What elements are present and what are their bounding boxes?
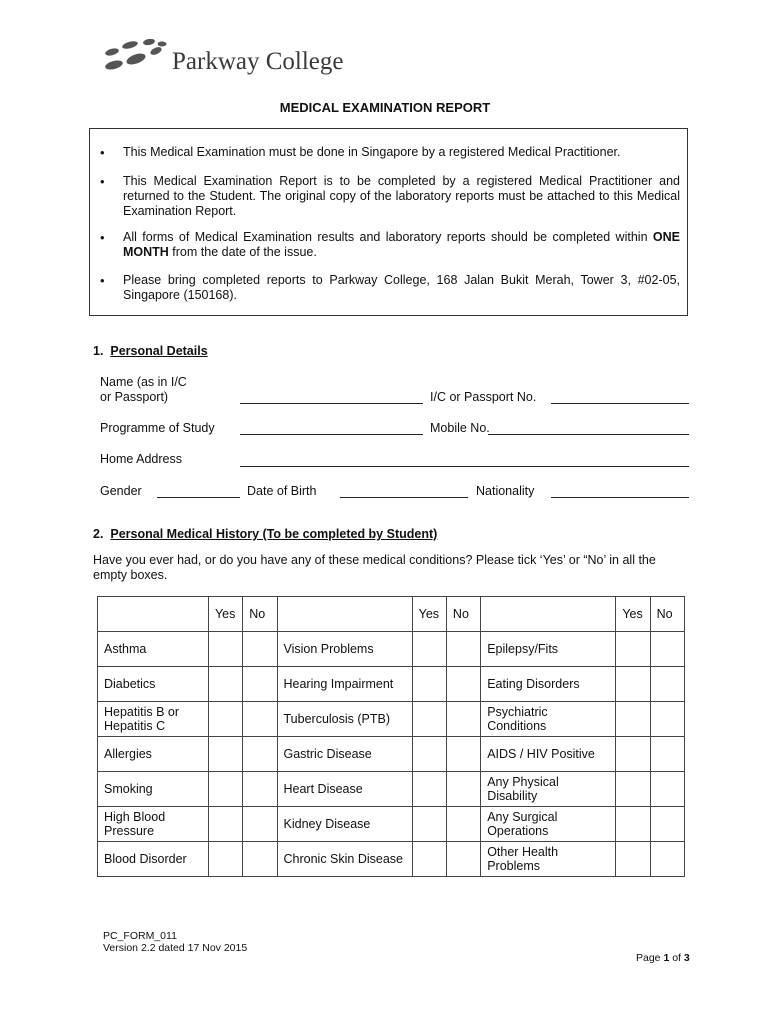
- no-checkbox[interactable]: [650, 632, 684, 667]
- name-field[interactable]: [240, 403, 423, 404]
- bullet-icon: •: [100, 174, 105, 189]
- no-checkbox[interactable]: [650, 807, 684, 842]
- address-label: Home Address: [100, 452, 182, 466]
- yes-checkbox[interactable]: [208, 667, 242, 702]
- header-condition: [481, 597, 616, 632]
- yes-checkbox[interactable]: [208, 737, 242, 772]
- header-no: No: [243, 597, 277, 632]
- bullet-icon: •: [100, 230, 105, 245]
- header-yes: Yes: [208, 597, 242, 632]
- instruction-3: All forms of Medical Examination results and laboratory reports should be completed within ONE MONTH from the date of the issue.: [123, 230, 680, 259]
- yes-checkbox[interactable]: [616, 772, 650, 807]
- yes-checkbox[interactable]: [412, 702, 446, 737]
- bullet-icon: •: [100, 145, 105, 160]
- no-checkbox[interactable]: [650, 667, 684, 702]
- condition-cell: Other Health Problems: [481, 842, 616, 877]
- yes-checkbox[interactable]: [616, 737, 650, 772]
- condition-cell: Any Surgical Operations: [481, 807, 616, 842]
- yes-checkbox[interactable]: [412, 807, 446, 842]
- condition-cell: Kidney Disease: [277, 807, 412, 842]
- condition-cell: Gastric Disease: [277, 737, 412, 772]
- yes-checkbox[interactable]: [208, 632, 242, 667]
- medical-history-intro: Have you ever had, or do you have any of these medical conditions? Please tick ‘Yes’ or “No’ in all the empty boxes.: [93, 553, 656, 582]
- logo-text: Parkway College: [172, 48, 344, 75]
- table-row: [98, 842, 685, 877]
- no-checkbox[interactable]: [243, 737, 277, 772]
- dob-field[interactable]: [340, 497, 468, 498]
- yes-checkbox[interactable]: [208, 807, 242, 842]
- yes-checkbox[interactable]: [616, 632, 650, 667]
- no-checkbox[interactable]: [446, 667, 480, 702]
- table-row: [98, 632, 685, 667]
- condition-cell: Tuberculosis (PTB): [277, 702, 412, 737]
- ic-passport-field[interactable]: [551, 403, 689, 404]
- table-row: [98, 772, 685, 807]
- condition-cell: Heart Disease: [277, 772, 412, 807]
- bullet-icon: •: [100, 273, 105, 288]
- no-checkbox[interactable]: [650, 737, 684, 772]
- no-checkbox[interactable]: [446, 842, 480, 877]
- yes-checkbox[interactable]: [208, 702, 242, 737]
- no-checkbox[interactable]: [446, 807, 480, 842]
- condition-cell: Blood Disorder: [98, 842, 209, 877]
- yes-checkbox[interactable]: [208, 842, 242, 877]
- condition-cell: High Blood Pressure: [98, 807, 209, 842]
- section-1-heading: 1. Personal Details: [93, 344, 208, 358]
- condition-cell: Hepatitis B or Hepatitis C: [98, 702, 209, 737]
- condition-cell: AIDS / HIV Positive: [481, 737, 616, 772]
- instruction-1: This Medical Examination must be done in Singapore by a registered Medical Practitioner.: [123, 145, 621, 159]
- header-yes: Yes: [412, 597, 446, 632]
- table-row: [98, 702, 685, 737]
- header-no: No: [446, 597, 480, 632]
- instruction-2: This Medical Examination Report is to be completed by a registered Medical Practitioner and returned to the Student. The original copy of the laboratory reports must be attached to this Medical Examination Report.: [123, 174, 680, 218]
- condition-cell: Smoking: [98, 772, 209, 807]
- no-checkbox[interactable]: [243, 772, 277, 807]
- no-checkbox[interactable]: [243, 807, 277, 842]
- programme-label: Programme of Study: [100, 421, 215, 435]
- condition-cell: Allergies: [98, 737, 209, 772]
- no-checkbox[interactable]: [243, 667, 277, 702]
- condition-cell: Hearing Impairment: [277, 667, 412, 702]
- yes-checkbox[interactable]: [616, 842, 650, 877]
- section-2-heading: 2. Personal Medical History (To be completed by Student): [93, 527, 438, 541]
- condition-cell: Eating Disorders: [481, 667, 616, 702]
- address-field[interactable]: [240, 466, 689, 467]
- yes-checkbox[interactable]: [412, 772, 446, 807]
- footer-form-info: [103, 930, 247, 954]
- mobile-label: Mobile No.: [430, 421, 490, 435]
- condition-cell: Chronic Skin Disease: [277, 842, 412, 877]
- yes-checkbox[interactable]: [616, 702, 650, 737]
- no-checkbox[interactable]: [650, 842, 684, 877]
- no-checkbox[interactable]: [243, 842, 277, 877]
- no-checkbox[interactable]: [650, 702, 684, 737]
- page-number: Page 1 of 3: [636, 952, 690, 964]
- header-condition: [98, 597, 209, 632]
- condition-cell: Any Physical Disability: [481, 772, 616, 807]
- ic-label: I/C or Passport No.: [430, 390, 537, 404]
- header-yes: Yes: [616, 597, 650, 632]
- medical-history-table: [97, 596, 685, 877]
- mobile-field[interactable]: [488, 434, 689, 435]
- instruction-4: Please bring completed reports to Parkway College, 168 Jalan Bukit Merah, Tower 3, #02-05, Singapore (150168).: [123, 273, 680, 302]
- no-checkbox[interactable]: [650, 772, 684, 807]
- yes-checkbox[interactable]: [412, 737, 446, 772]
- no-checkbox[interactable]: [446, 737, 480, 772]
- no-checkbox[interactable]: [446, 632, 480, 667]
- header-condition: [277, 597, 412, 632]
- condition-cell: Vision Problems: [277, 632, 412, 667]
- no-checkbox[interactable]: [243, 632, 277, 667]
- name-label: Name (as in I/C or Passport): [100, 375, 187, 404]
- condition-cell: Asthma: [98, 632, 209, 667]
- yes-checkbox[interactable]: [412, 632, 446, 667]
- table-row: [98, 737, 685, 772]
- programme-field[interactable]: [240, 434, 423, 435]
- gender-label: Gender: [100, 484, 142, 498]
- nationality-label: Nationality: [476, 484, 535, 498]
- yes-checkbox[interactable]: [616, 807, 650, 842]
- condition-cell: Diabetics: [98, 667, 209, 702]
- yes-checkbox[interactable]: [412, 667, 446, 702]
- table-header-row: [98, 597, 685, 632]
- form-version: Version 2.2 dated 17 Nov 2015: [103, 942, 248, 954]
- yes-checkbox[interactable]: [208, 772, 242, 807]
- document-title: MEDICAL EXAMINATION REPORT: [279, 100, 491, 115]
- form-code: PC_FORM_011: [103, 930, 177, 942]
- yes-checkbox[interactable]: [412, 842, 446, 877]
- no-checkbox[interactable]: [446, 772, 480, 807]
- header-no: No: [650, 597, 684, 632]
- no-checkbox[interactable]: [243, 702, 277, 737]
- table-row: [98, 667, 685, 702]
- dob-label: Date of Birth: [247, 484, 317, 498]
- nationality-field[interactable]: [551, 497, 689, 498]
- condition-cell: Epilepsy/Fits: [481, 632, 616, 667]
- condition-cell: Psychiatric Conditions: [481, 702, 616, 737]
- yes-checkbox[interactable]: [616, 667, 650, 702]
- no-checkbox[interactable]: [446, 702, 480, 737]
- gender-field[interactable]: [157, 497, 240, 498]
- table-row: [98, 807, 685, 842]
